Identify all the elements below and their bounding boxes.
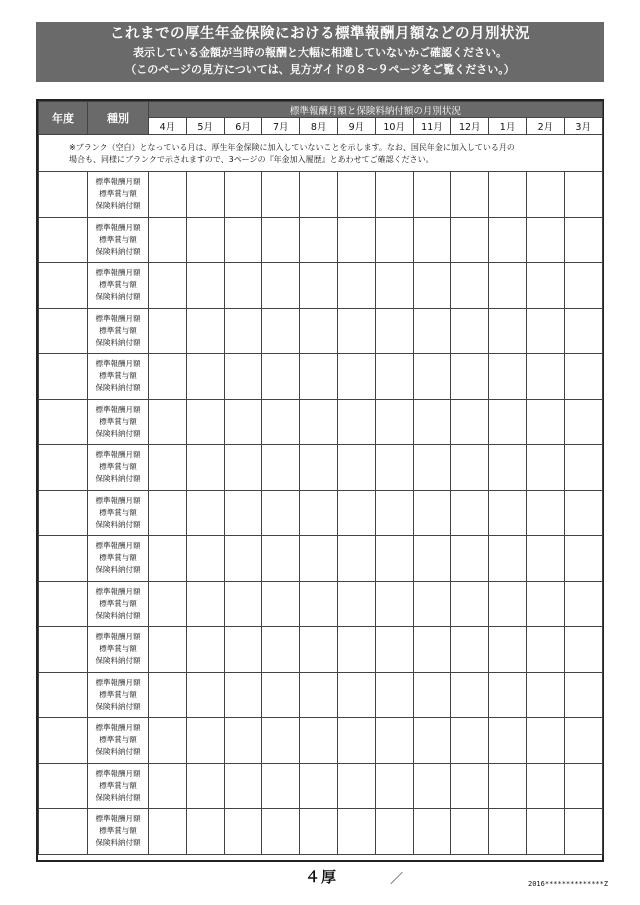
month-value-cell xyxy=(375,308,413,354)
month-value-cell xyxy=(375,490,413,536)
month-value-cell xyxy=(300,763,338,809)
type-label: 保険料納付額 xyxy=(95,201,141,211)
month-value-cell xyxy=(526,263,564,309)
month-value-cell xyxy=(413,308,451,354)
month-value-cell xyxy=(526,445,564,491)
note-line-1: ※ブランク（空白）となっている月は、厚生年金保険に加入していないことを示します。なお、国民年金に加入している月の xyxy=(69,142,515,152)
type-label: 保険料納付額 xyxy=(95,428,141,438)
month-value-cell xyxy=(337,354,375,400)
month-value-cell xyxy=(451,627,489,673)
month-value-cell xyxy=(262,672,300,718)
type-label: 標準報酬月額 xyxy=(95,677,141,687)
type-cell xyxy=(88,809,149,855)
table-row xyxy=(39,354,603,400)
month-value-cell xyxy=(149,445,187,491)
month-value-cell xyxy=(564,672,602,718)
month-value-cell xyxy=(224,672,262,718)
month-value-cell xyxy=(489,354,527,400)
month-value-cell xyxy=(564,490,602,536)
month-value-cell xyxy=(564,809,602,855)
month-value-cell xyxy=(186,718,224,764)
type-label: 標準賞与額 xyxy=(99,371,137,381)
month-value-cell xyxy=(564,172,602,218)
year-cell xyxy=(39,172,88,218)
month-value-cell xyxy=(186,445,224,491)
month-value-cell xyxy=(149,263,187,309)
header-instruction: 表示している金額が当時の報酬と大幅に相違していないかご確認ください。 xyxy=(133,46,507,59)
year-cell xyxy=(39,399,88,445)
month-value-cell xyxy=(186,581,224,627)
type-label: 標準報酬月額 xyxy=(95,495,141,505)
type-cell xyxy=(88,445,149,491)
month-value-cell xyxy=(224,536,262,582)
type-cell xyxy=(88,536,149,582)
month-value-cell xyxy=(186,308,224,354)
type-label: 標準報酬月額 xyxy=(95,586,141,596)
month-value-cell xyxy=(300,354,338,400)
month-value-cell xyxy=(300,536,338,582)
type-label: 標準賞与額 xyxy=(99,280,137,290)
month-value-cell xyxy=(413,581,451,627)
month-value-cell xyxy=(186,536,224,582)
year-cell xyxy=(39,672,88,718)
month-value-cell xyxy=(224,217,262,263)
table-row xyxy=(39,627,603,673)
month-value-cell xyxy=(224,490,262,536)
blank-month-note xyxy=(39,135,603,172)
year-cell xyxy=(39,217,88,263)
month-value-cell xyxy=(337,445,375,491)
type-cell xyxy=(88,172,149,218)
year-cell xyxy=(39,263,88,309)
month-value-cell xyxy=(186,172,224,218)
month-value-cell xyxy=(300,809,338,855)
month-value-cell xyxy=(149,763,187,809)
month-value-cell xyxy=(413,354,451,400)
month-value-cell xyxy=(526,627,564,673)
page-slash: ／ xyxy=(390,872,404,887)
month-value-cell xyxy=(489,627,527,673)
month-value-cell xyxy=(224,399,262,445)
table-row xyxy=(39,581,603,627)
month-value-cell xyxy=(224,718,262,764)
type-cell xyxy=(88,217,149,263)
month-value-cell xyxy=(564,718,602,764)
month-header: 7月 xyxy=(262,118,300,135)
month-value-cell xyxy=(375,809,413,855)
month-value-cell xyxy=(186,263,224,309)
type-label: 保険料納付額 xyxy=(95,246,141,256)
month-value-cell xyxy=(262,445,300,491)
page-header xyxy=(36,22,604,82)
type-cell xyxy=(88,627,149,673)
month-value-cell xyxy=(526,809,564,855)
type-label: 保険料納付額 xyxy=(95,747,141,757)
month-value-cell xyxy=(413,490,451,536)
type-label: 保険料納付額 xyxy=(95,383,141,393)
month-value-cell xyxy=(300,217,338,263)
month-value-cell xyxy=(224,172,262,218)
month-value-cell xyxy=(375,581,413,627)
month-value-cell xyxy=(149,172,187,218)
month-value-cell xyxy=(262,308,300,354)
month-value-cell xyxy=(300,627,338,673)
year-column-header: 年度 xyxy=(39,102,88,135)
month-value-cell xyxy=(413,763,451,809)
note-line-2: 場合も、同様にブランクで示されますので、3ページの『年金加入履歴』とあわせてご確認ください。 xyxy=(69,154,434,164)
type-label: 保険料納付額 xyxy=(95,701,141,711)
month-value-cell xyxy=(489,263,527,309)
month-value-cell xyxy=(262,763,300,809)
month-value-cell xyxy=(337,627,375,673)
month-value-cell xyxy=(489,399,527,445)
month-value-cell xyxy=(489,172,527,218)
month-value-cell xyxy=(526,718,564,764)
month-value-cell xyxy=(375,763,413,809)
type-label: 標準賞与額 xyxy=(99,189,137,199)
month-value-cell xyxy=(451,581,489,627)
month-value-cell xyxy=(526,581,564,627)
month-value-cell xyxy=(262,172,300,218)
type-label: 標準報酬月額 xyxy=(95,541,141,551)
month-value-cell xyxy=(337,763,375,809)
month-value-cell xyxy=(262,536,300,582)
monthly-status-header: 標準報酬月額と保険料納付額の月別状況 xyxy=(149,102,603,118)
month-value-cell xyxy=(451,445,489,491)
month-value-cell xyxy=(337,399,375,445)
month-header: 6月 xyxy=(224,118,262,135)
table-row xyxy=(39,308,603,354)
month-value-cell xyxy=(375,217,413,263)
month-value-cell xyxy=(262,490,300,536)
month-value-cell xyxy=(186,490,224,536)
month-value-cell xyxy=(375,172,413,218)
header-guide-reference: （このページの見方については、見方ガイドの８～９ページをご覧ください。） xyxy=(125,63,515,76)
month-value-cell xyxy=(375,354,413,400)
month-value-cell xyxy=(149,536,187,582)
month-value-cell xyxy=(451,490,489,536)
month-value-cell xyxy=(262,263,300,309)
month-value-cell xyxy=(300,718,338,764)
table-row xyxy=(39,490,603,536)
month-value-cell xyxy=(224,809,262,855)
table-row xyxy=(39,217,603,263)
month-value-cell xyxy=(186,809,224,855)
table-row xyxy=(39,809,603,855)
type-cell xyxy=(88,718,149,764)
month-value-cell xyxy=(564,627,602,673)
month-value-cell xyxy=(489,217,527,263)
month-value-cell xyxy=(564,445,602,491)
type-label: 標準賞与額 xyxy=(99,826,137,836)
month-value-cell xyxy=(564,763,602,809)
month-value-cell xyxy=(451,536,489,582)
month-header: 4月 xyxy=(149,118,187,135)
type-label: 標準賞与額 xyxy=(99,644,137,654)
month-value-cell xyxy=(413,399,451,445)
month-value-cell xyxy=(526,490,564,536)
type-label: 標準報酬月額 xyxy=(95,268,141,278)
month-header: 8月 xyxy=(300,118,338,135)
month-value-cell xyxy=(300,672,338,718)
month-value-cell xyxy=(337,308,375,354)
month-value-cell xyxy=(489,763,527,809)
type-label: 保険料納付額 xyxy=(95,792,141,802)
month-value-cell xyxy=(300,263,338,309)
month-value-cell xyxy=(451,308,489,354)
month-value-cell xyxy=(526,354,564,400)
month-header: 9月 xyxy=(337,118,375,135)
table-row xyxy=(39,399,603,445)
month-value-cell xyxy=(337,490,375,536)
type-cell xyxy=(88,263,149,309)
month-header: 11月 xyxy=(413,118,451,135)
month-value-cell xyxy=(451,763,489,809)
year-cell xyxy=(39,445,88,491)
month-value-cell xyxy=(489,445,527,491)
type-label: 保険料納付額 xyxy=(95,337,141,347)
page-number: ４厚 xyxy=(305,868,338,886)
month-header: 1月 xyxy=(489,118,527,135)
type-label: 保険料納付額 xyxy=(95,838,141,848)
year-cell xyxy=(39,354,88,400)
month-value-cell xyxy=(262,354,300,400)
month-value-cell xyxy=(300,581,338,627)
month-value-cell xyxy=(262,627,300,673)
month-value-cell xyxy=(149,627,187,673)
month-value-cell xyxy=(564,536,602,582)
type-label: 標準賞与額 xyxy=(99,689,137,699)
month-value-cell xyxy=(413,536,451,582)
type-label: 保険料納付額 xyxy=(95,610,141,620)
month-value-cell xyxy=(526,763,564,809)
month-header: 5月 xyxy=(186,118,224,135)
type-label: 標準報酬月額 xyxy=(95,450,141,460)
type-label: 標準賞与額 xyxy=(99,416,137,426)
month-value-cell xyxy=(224,263,262,309)
month-value-cell xyxy=(526,536,564,582)
year-cell xyxy=(39,581,88,627)
type-cell xyxy=(88,308,149,354)
page-title: これまでの厚生年金保険における標準報酬月額などの月別状況 xyxy=(110,26,530,42)
type-label: 保険料納付額 xyxy=(95,565,141,575)
month-value-cell xyxy=(489,581,527,627)
month-value-cell xyxy=(224,627,262,673)
month-value-cell xyxy=(224,763,262,809)
month-value-cell xyxy=(564,217,602,263)
month-value-cell xyxy=(186,217,224,263)
month-value-cell xyxy=(186,354,224,400)
year-cell xyxy=(39,809,88,855)
type-label: 標準賞与額 xyxy=(99,553,137,563)
month-value-cell xyxy=(564,308,602,354)
month-value-cell xyxy=(149,490,187,536)
month-value-cell xyxy=(375,399,413,445)
type-cell xyxy=(88,581,149,627)
table-row xyxy=(39,445,603,491)
type-label: 保険料納付額 xyxy=(95,519,141,529)
month-value-cell xyxy=(337,536,375,582)
type-label: 標準賞与額 xyxy=(99,325,137,335)
type-label: 標準報酬月額 xyxy=(95,222,141,232)
type-label: 標準賞与額 xyxy=(99,462,137,472)
month-value-cell xyxy=(526,217,564,263)
month-value-cell xyxy=(413,263,451,309)
monthly-status-table xyxy=(36,99,604,862)
type-label: 標準報酬月額 xyxy=(95,814,141,824)
month-value-cell xyxy=(337,718,375,764)
month-value-cell xyxy=(451,172,489,218)
month-value-cell xyxy=(300,490,338,536)
type-cell xyxy=(88,354,149,400)
type-label: 標準報酬月額 xyxy=(95,313,141,323)
month-value-cell xyxy=(337,672,375,718)
month-value-cell xyxy=(451,217,489,263)
month-value-cell xyxy=(186,763,224,809)
type-label: 標準報酬月額 xyxy=(95,404,141,414)
type-label: 保険料納付額 xyxy=(95,656,141,666)
month-value-cell xyxy=(337,217,375,263)
month-value-cell xyxy=(564,581,602,627)
month-value-cell xyxy=(300,399,338,445)
month-value-cell xyxy=(564,263,602,309)
year-cell xyxy=(39,536,88,582)
month-value-cell xyxy=(149,217,187,263)
month-value-cell xyxy=(224,308,262,354)
type-cell xyxy=(88,763,149,809)
month-value-cell xyxy=(413,445,451,491)
type-label: 標準賞与額 xyxy=(99,780,137,790)
month-value-cell xyxy=(526,399,564,445)
month-value-cell xyxy=(186,672,224,718)
month-value-cell xyxy=(489,718,527,764)
month-value-cell xyxy=(186,399,224,445)
month-value-cell xyxy=(224,354,262,400)
month-value-cell xyxy=(413,809,451,855)
month-header: 10月 xyxy=(375,118,413,135)
month-value-cell xyxy=(337,172,375,218)
month-value-cell xyxy=(451,263,489,309)
month-value-cell xyxy=(186,627,224,673)
type-label: 標準賞与額 xyxy=(99,735,137,745)
month-value-cell xyxy=(489,536,527,582)
month-value-cell xyxy=(300,172,338,218)
month-header: 3月 xyxy=(564,118,602,135)
month-value-cell xyxy=(262,399,300,445)
type-label: 標準報酬月額 xyxy=(95,768,141,778)
month-value-cell xyxy=(337,809,375,855)
month-value-cell xyxy=(526,172,564,218)
month-header: 2月 xyxy=(526,118,564,135)
month-value-cell xyxy=(149,718,187,764)
table-row xyxy=(39,763,603,809)
month-value-cell xyxy=(300,445,338,491)
month-value-cell xyxy=(375,445,413,491)
month-value-cell xyxy=(149,809,187,855)
type-cell xyxy=(88,399,149,445)
month-value-cell xyxy=(526,308,564,354)
type-label: 保険料納付額 xyxy=(95,474,141,484)
month-value-cell xyxy=(262,809,300,855)
type-cell xyxy=(88,490,149,536)
month-value-cell xyxy=(413,718,451,764)
type-label: 標準賞与額 xyxy=(99,507,137,517)
month-value-cell xyxy=(300,308,338,354)
year-cell xyxy=(39,308,88,354)
type-label: 標準報酬月額 xyxy=(95,723,141,733)
type-label: 標準報酬月額 xyxy=(95,177,141,187)
month-value-cell xyxy=(337,581,375,627)
month-value-cell xyxy=(375,263,413,309)
type-label: 標準賞与額 xyxy=(99,234,137,244)
month-value-cell xyxy=(564,399,602,445)
month-value-cell xyxy=(413,217,451,263)
table-row xyxy=(39,536,603,582)
month-value-cell xyxy=(413,672,451,718)
type-label: 標準報酬月額 xyxy=(95,359,141,369)
month-value-cell xyxy=(413,627,451,673)
table-row xyxy=(39,672,603,718)
month-value-cell xyxy=(337,263,375,309)
type-label: 保険料納付額 xyxy=(95,292,141,302)
month-value-cell xyxy=(413,172,451,218)
month-value-cell xyxy=(375,672,413,718)
month-value-cell xyxy=(262,581,300,627)
month-value-cell xyxy=(149,581,187,627)
month-value-cell xyxy=(262,718,300,764)
month-value-cell xyxy=(224,581,262,627)
month-value-cell xyxy=(224,445,262,491)
month-value-cell xyxy=(451,399,489,445)
month-value-cell xyxy=(451,809,489,855)
month-value-cell xyxy=(489,490,527,536)
month-value-cell xyxy=(149,399,187,445)
month-value-cell xyxy=(149,354,187,400)
year-cell xyxy=(39,763,88,809)
table-row xyxy=(39,172,603,218)
month-value-cell xyxy=(451,718,489,764)
table-row xyxy=(39,718,603,764)
year-cell xyxy=(39,490,88,536)
month-value-cell xyxy=(375,627,413,673)
month-value-cell xyxy=(564,354,602,400)
month-value-cell xyxy=(489,308,527,354)
month-value-cell xyxy=(262,217,300,263)
month-value-cell xyxy=(526,672,564,718)
type-label: 標準報酬月額 xyxy=(95,632,141,642)
table-row xyxy=(39,263,603,309)
year-cell xyxy=(39,627,88,673)
month-value-cell xyxy=(451,672,489,718)
document-code: 2016**************Z xyxy=(528,880,609,888)
month-value-cell xyxy=(149,672,187,718)
month-value-cell xyxy=(375,536,413,582)
type-label: 標準賞与額 xyxy=(99,598,137,608)
month-value-cell xyxy=(149,308,187,354)
type-cell xyxy=(88,672,149,718)
month-value-cell xyxy=(451,354,489,400)
year-cell xyxy=(39,718,88,764)
month-value-cell xyxy=(489,809,527,855)
type-column-header: 種別 xyxy=(88,102,149,135)
month-header: 12月 xyxy=(451,118,489,135)
month-value-cell xyxy=(489,672,527,718)
month-value-cell xyxy=(375,718,413,764)
